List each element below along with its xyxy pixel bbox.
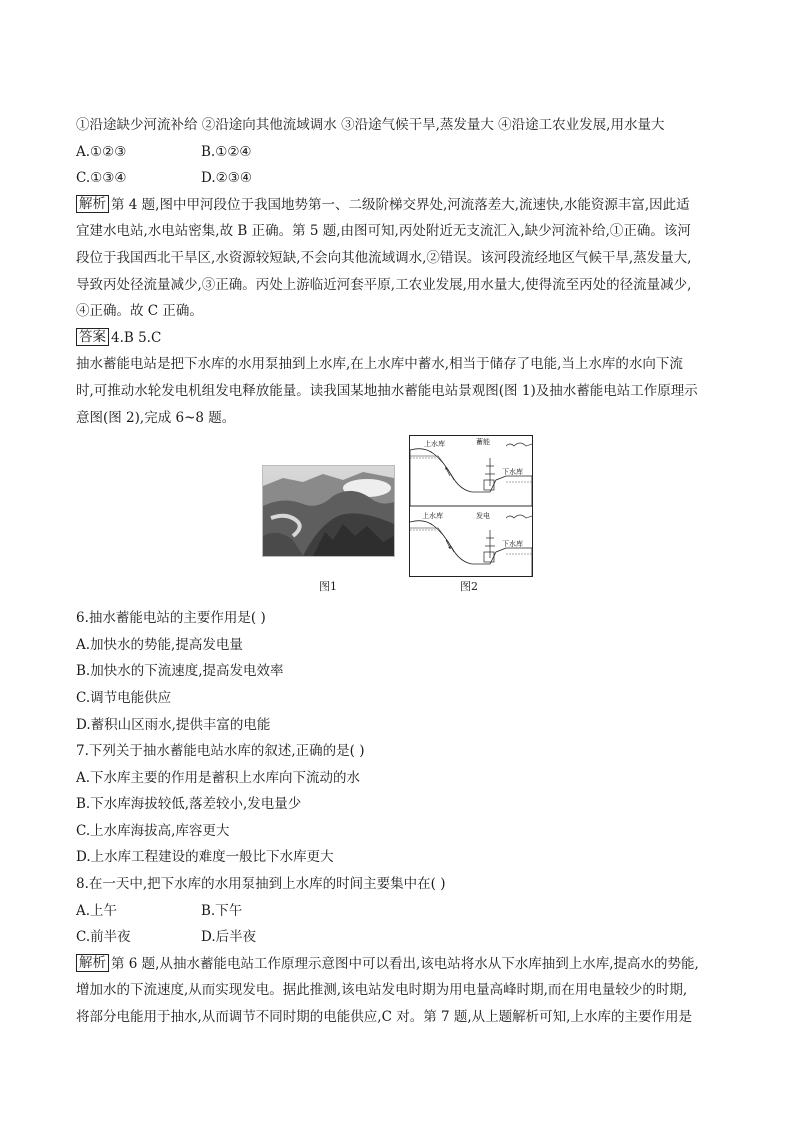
document-page: [76, 112, 726, 1031]
analysis-text: 第 6 题,从抽水蓄能电站工作原理示意图中可以看出,该电站将水从下水库抽到上水库,提高水的势能,: [111, 955, 699, 972]
q8-options-row-2: [76, 924, 726, 951]
q8-option-d: D.后半夜: [201, 929, 257, 946]
analysis-tag: 解析: [76, 195, 109, 213]
figure-1-caption: 图1: [319, 580, 337, 594]
q5-option-c: C.①③④: [76, 170, 127, 187]
q6-option-c: C.调节电能供应: [76, 689, 172, 706]
diagram-top-mode-label: 蓄能: [476, 438, 490, 447]
q7-option-c: C.上水库海拔高,库容更大: [76, 822, 230, 839]
diagram-bottom-upper-label: 上水库: [422, 512, 443, 521]
q7-stem: 7.下列关于抽水蓄能电站水库的叙述,正确的是( ): [76, 743, 365, 760]
analysis-text: 第 4 题,图中甲河段位于我国地势第一、二级阶梯交界处,河流落差大,流速快,水能资源丰富,因此适: [111, 196, 690, 213]
figure-2-diagram: [409, 435, 533, 577]
q8-option-c: C.前半夜: [76, 929, 131, 946]
analysis-1-line-2: 宜建水电站,水电站密集,故 B 正确。第 5 题,由图可知,丙处附近无支流汇入,缺少河流补给,①正确。该河: [76, 223, 691, 240]
q8-option-b: B.下午: [201, 902, 243, 919]
q5-options-row-1: [76, 139, 726, 166]
analysis-1-line-1: [76, 192, 726, 219]
analysis-1-line-4: 导致丙处径流量减少,③正确。丙处上游临近河套平原,工农业发展,用水量大,使得流至丙处的径流量减少,: [76, 276, 692, 293]
diagram-top-lower-label: 下水库: [502, 468, 523, 477]
q6-option-b: B.加快水的下流速度,提高发电效率: [76, 663, 284, 680]
q5-option-d: D.②③④: [201, 170, 252, 187]
answer-text: 4.B 5.C: [111, 329, 162, 346]
q5-option-b: B.①②④: [201, 143, 252, 160]
answer-1: [76, 325, 726, 352]
q6-option-a: A.加快水的势能,提高发电量: [76, 636, 243, 653]
figure-1-photo: [262, 465, 395, 557]
figure-2-caption: 图2: [460, 580, 478, 594]
q7-option-d: D.上水库工程建设的难度一般比下水库更大: [76, 849, 334, 866]
q6-stem: 6.抽水蓄能电站的主要作用是( ): [76, 610, 266, 627]
figures: [76, 435, 726, 603]
q8-stem: 8.在一天中,把下水库的水用泵抽到上水库的时间主要集中在( ): [76, 876, 446, 893]
analysis-2-line-3: 将部分电能用于抽水,从而调节不同时期的电能供应,C 对。第 7 题,从上题解析可知,上水库的主要作用是: [76, 1009, 692, 1026]
analysis-2-line-2: 增加水的下流速度,从而实现发电。据此推测,该电站发电时期为用电量高峰时期,而在用电量较少的时期,: [76, 982, 688, 999]
analysis-1-line-3: 段位于我国西北干旱区,水资源较短缺,不会向其他流域调水,②错误。该河段流经地区气候干旱,蒸发量大,: [76, 249, 692, 266]
q8-options-row-1: [76, 898, 726, 925]
diagram-bottom-mode-label: 发电: [476, 512, 490, 521]
q7-option-b: B.下水库海拔较低,落差较小,发电量少: [76, 796, 302, 813]
analysis-1-line-5: ④正确。故 C 正确。: [76, 303, 203, 320]
intro-line-2: 时,可推动水轮发电机组发电释放能量。读我国某地抽水蓄能电站景观图(图 1)及抽水蓄能电站工作原理示: [76, 382, 698, 399]
diagram-bottom-lower-label: 下水库: [502, 540, 523, 549]
q5-option-a: A.①②③: [76, 143, 127, 160]
answer-tag: 答案: [76, 328, 109, 346]
analysis-tag: 解析: [76, 954, 109, 972]
intro-line-3: 意图(图 2),完成 6~8 题。: [76, 409, 236, 426]
q5-statements: ①沿途缺少河流补给 ②沿途向其他流域调水 ③沿途气候干旱,蒸发量大 ④沿途工农业发展,用水量大: [76, 117, 665, 133]
intro-line-1: 抽水蓄能电站是把下水库的水用泵抽到上水库,在上水库中蓄水,相当于储存了电能,当上水库的水向下流: [76, 356, 683, 373]
q5-options-row-2: [76, 165, 726, 192]
q7-option-a: A.下水库主要的作用是蓄积上水库向下流动的水: [76, 769, 361, 786]
q8-option-a: A.上午: [76, 902, 118, 919]
analysis-2-line-1: [76, 951, 726, 978]
diagram-top-upper-label: 上水库: [424, 440, 445, 449]
q6-option-d: D.蓄积山区雨水,提供丰富的电能: [76, 716, 271, 733]
